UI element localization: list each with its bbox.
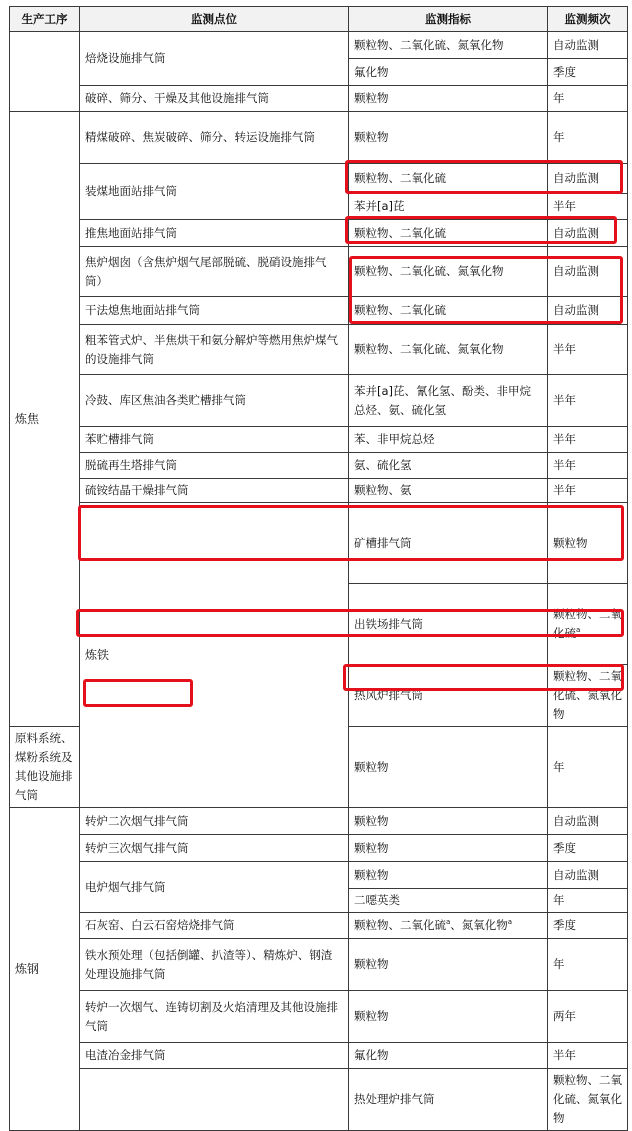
indicator-cell: 颗粒物、二氧化硫、氮氧化物 bbox=[548, 665, 628, 727]
point-cell: 热处理炉排气筒 bbox=[349, 1069, 548, 1131]
indicator-text: 颗粒物、二氧化硫 bbox=[354, 918, 446, 932]
header-monitoring-point: 监测点位 bbox=[80, 7, 349, 32]
point-cell: 出铁场排气筒 bbox=[349, 584, 548, 665]
header-monitoring-frequency: 监测频次 bbox=[548, 7, 628, 32]
indicator-cell: 颗粒物 bbox=[548, 503, 628, 584]
indicator-cell: 颗粒物、二氧化硫、氮氧化物 bbox=[349, 247, 548, 297]
point-cell: 铁水预处理（包括倒罐、扒渣等）、精炼炉、钢渣处理设施排气筒 bbox=[80, 939, 349, 991]
table-row bbox=[10, 325, 628, 375]
indicator-cell: 苯并[a]芘 bbox=[349, 194, 548, 220]
indicator-cell: 氨、硫化氢 bbox=[349, 453, 548, 479]
indicator-cell: 颗粒物、二氧化硫 bbox=[349, 220, 548, 247]
frequency-cell: 半年 bbox=[548, 325, 628, 375]
frequency-cell: 年 bbox=[548, 112, 628, 164]
point-cell: 原料系统、煤粉系统及其他设施排气筒 bbox=[10, 727, 80, 808]
frequency-cell: 自动监测 bbox=[548, 808, 628, 835]
table-row bbox=[10, 1069, 628, 1131]
frequency-cell: 两年 bbox=[548, 991, 628, 1043]
table-row bbox=[10, 86, 628, 112]
point-cell: 转炉二次烟气排气筒 bbox=[80, 808, 349, 835]
monitoring-table bbox=[9, 6, 628, 1131]
frequency-cell: 年 bbox=[548, 86, 628, 112]
table-row bbox=[10, 427, 628, 453]
point-cell: 干法熄焦地面站排气筒 bbox=[80, 297, 349, 325]
frequency-cell: 自动监测 bbox=[548, 297, 628, 325]
indicator-cell: 颗粒物 bbox=[349, 112, 548, 164]
frequency-cell: 年 bbox=[548, 727, 628, 808]
indicator-cell: 氟化物 bbox=[349, 1043, 548, 1069]
frequency-cell: 季度 bbox=[548, 835, 628, 862]
point-cell: 苯贮槽排气筒 bbox=[80, 427, 349, 453]
indicator-cell: 颗粒物 bbox=[349, 939, 548, 991]
indicator-text: 颗粒物、二氧化硫 bbox=[553, 607, 622, 640]
frequency-cell: 半年 bbox=[548, 375, 628, 427]
point-cell: 焙烧设施排气筒 bbox=[80, 32, 349, 86]
indicator-cell: 颗粒物、二氧化硫、氮氧化物 bbox=[349, 325, 548, 375]
table-row bbox=[10, 1043, 628, 1069]
indicator-cell: 颗粒物 bbox=[349, 727, 548, 808]
frequency-cell: 半年 bbox=[548, 194, 628, 220]
frequency-cell: 自动监测 bbox=[548, 862, 628, 889]
point-cell: 热风炉排气筒 bbox=[349, 665, 548, 727]
frequency-cell: 自动监测 bbox=[548, 247, 628, 297]
frequency-cell: 季度 bbox=[548, 59, 628, 86]
indicator-cell: 颗粒物 bbox=[349, 808, 548, 835]
point-cell: 焦炉烟囱（含焦炉烟气尾部脱硫、脱硝设施排气筒） bbox=[80, 247, 349, 297]
point-cell: 冷鼓、库区焦油各类贮槽排气筒 bbox=[80, 375, 349, 427]
table-row bbox=[10, 862, 628, 889]
indicator-cell: 颗粒物 bbox=[349, 835, 548, 862]
header-process: 生产工序 bbox=[10, 7, 80, 32]
footnote-marker: a bbox=[576, 626, 581, 635]
table-row bbox=[10, 32, 628, 59]
table-row bbox=[10, 991, 628, 1043]
table-row bbox=[10, 247, 628, 297]
point-cell: 破碎、筛分、干燥及其他设施排气筒 bbox=[80, 86, 349, 112]
indicator-cell bbox=[349, 913, 548, 939]
indicator-cell: 二噁英类 bbox=[349, 889, 548, 913]
frequency-cell: 季度 bbox=[548, 913, 628, 939]
stage-cell bbox=[80, 1069, 349, 1131]
table-row bbox=[10, 297, 628, 325]
point-cell: 转炉一次烟气、连铸切割及火焰清理及其他设施排气筒 bbox=[80, 991, 349, 1043]
table-row bbox=[10, 453, 628, 479]
point-cell: 电炉烟气排气筒 bbox=[80, 862, 349, 913]
footnote-marker: a bbox=[507, 918, 513, 927]
frequency-cell: 自动监测 bbox=[548, 32, 628, 59]
header-row bbox=[10, 7, 628, 32]
footnote-marker: a bbox=[446, 918, 451, 927]
point-cell: 装煤地面站排气筒 bbox=[80, 164, 349, 220]
table-row bbox=[10, 503, 628, 584]
table-row bbox=[10, 939, 628, 991]
table-row bbox=[10, 164, 628, 194]
frequency-cell: 半年 bbox=[548, 1043, 628, 1069]
point-cell: 推焦地面站排气筒 bbox=[80, 220, 349, 247]
frequency-cell: 年 bbox=[548, 939, 628, 991]
indicator-cell: 颗粒物 bbox=[349, 991, 548, 1043]
indicator-cell: 苯并[a]芘、氰化氢、酚类、非甲烷总烃、氨、硫化氢 bbox=[349, 375, 548, 427]
table-row bbox=[10, 808, 628, 835]
point-cell: 粗苯管式炉、半焦烘干和氨分解炉等燃用焦炉煤气的设施排气筒 bbox=[80, 325, 349, 375]
indicator-cell bbox=[548, 584, 628, 665]
indicator-cell: 颗粒物、氨 bbox=[349, 479, 548, 503]
indicator-cell: 颗粒物 bbox=[349, 862, 548, 889]
indicator-cell: 颗粒物、二氧化硫、氮氧化物 bbox=[349, 32, 548, 59]
stage-cell bbox=[10, 32, 80, 112]
stage-cell-steelmaking: 炼钢 bbox=[10, 808, 80, 1131]
frequency-cell: 半年 bbox=[548, 453, 628, 479]
header-monitoring-indicator: 监测指标 bbox=[349, 7, 548, 32]
table-row bbox=[10, 913, 628, 939]
table-row bbox=[10, 375, 628, 427]
indicator-cell: 颗粒物、二氧化硫 bbox=[349, 297, 548, 325]
indicator-cell: 颗粒物 bbox=[349, 86, 548, 112]
point-cell: 转炉三次烟气排气筒 bbox=[80, 835, 349, 862]
point-cell: 电渣冶金排气筒 bbox=[80, 1043, 349, 1069]
indicator-cell: 苯、非甲烷总烃 bbox=[349, 427, 548, 453]
table-row bbox=[10, 479, 628, 503]
frequency-cell: 自动监测 bbox=[548, 220, 628, 247]
point-cell: 硫铵结晶干燥排气筒 bbox=[80, 479, 349, 503]
frequency-cell: 半年 bbox=[548, 427, 628, 453]
indicator-text: 、氮氧化物 bbox=[450, 918, 508, 932]
table-row bbox=[10, 220, 628, 247]
indicator-cell: 颗粒物、二氧化硫、氮氧化物 bbox=[548, 1069, 628, 1131]
point-cell: 矿槽排气筒 bbox=[349, 503, 548, 584]
stage-cell-ironmaking: 炼铁 bbox=[80, 503, 349, 808]
indicator-cell: 氟化物 bbox=[349, 59, 548, 86]
stage-cell-coking: 炼焦 bbox=[10, 112, 80, 727]
indicator-cell: 颗粒物、二氧化硫 bbox=[349, 164, 548, 194]
table-row bbox=[10, 112, 628, 164]
frequency-cell: 年 bbox=[548, 889, 628, 913]
point-cell: 精煤破碎、焦炭破碎、筛分、转运设施排气筒 bbox=[80, 112, 349, 164]
point-cell: 石灰窑、白云石窑焙烧排气筒 bbox=[80, 913, 349, 939]
frequency-cell: 自动监测 bbox=[548, 164, 628, 194]
frequency-cell: 半年 bbox=[548, 479, 628, 503]
point-cell: 脱硫再生塔排气筒 bbox=[80, 453, 349, 479]
table-row bbox=[10, 835, 628, 862]
